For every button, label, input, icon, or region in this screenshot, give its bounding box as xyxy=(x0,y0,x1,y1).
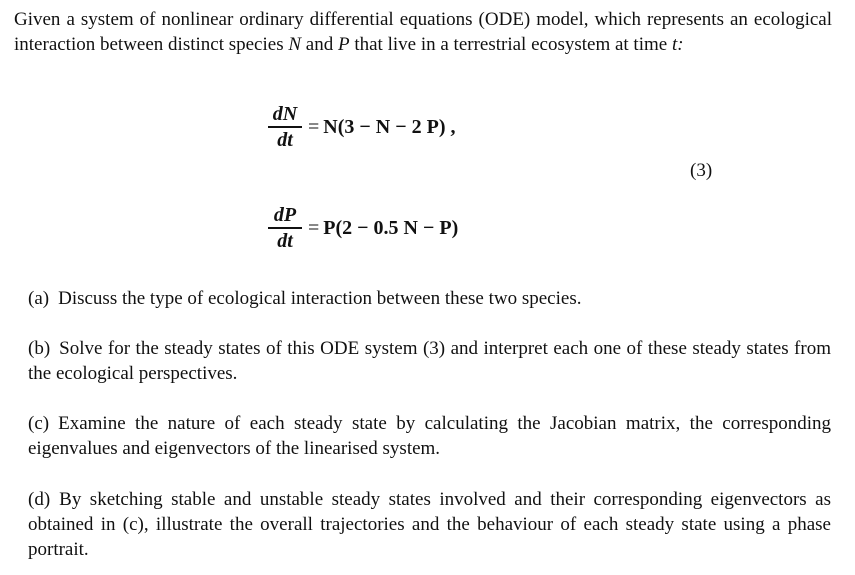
variable-n: N xyxy=(288,34,302,55)
variable-t: t: xyxy=(671,34,684,55)
equation-rhs xyxy=(308,217,458,239)
equation-dp-dt xyxy=(268,204,458,252)
variable-p: P xyxy=(337,34,350,55)
question-label: (d) xyxy=(28,489,51,510)
question-label: (b) xyxy=(28,338,51,359)
fraction-dp-dt xyxy=(268,204,302,252)
question-a xyxy=(28,286,831,311)
question-b xyxy=(28,336,831,386)
fraction-numerator: dP xyxy=(273,204,297,226)
question-text: By sketching stable and unstable steady states involved and their corresponding eigenvectors as obtained in (c), illustrate the overall trajectories and the behaviour of each steady state using a phase portrait. xyxy=(28,489,831,560)
question-text: Examine the nature of each steady state by calculating the Jacobian matrix, the corresponding eigenvalues and eigenvectors of the linearised system. xyxy=(28,413,831,459)
equals-sign: = xyxy=(308,115,320,138)
fraction-denominator: dt xyxy=(277,229,293,252)
rhs-expression: N(3 − N − 2 P) , xyxy=(323,115,456,138)
rhs-expression: P(2 − 0.5 N − P) xyxy=(323,216,459,239)
question-d xyxy=(28,487,831,562)
question-label: (a) xyxy=(28,288,50,309)
equals-sign: = xyxy=(308,216,320,239)
fraction-denominator: dt xyxy=(277,128,293,151)
question-c xyxy=(28,411,831,461)
intro-text-2: that live in a terrestrial ecosystem at time xyxy=(349,34,672,55)
intro-and: and xyxy=(301,34,338,55)
question-label: (c) xyxy=(28,413,50,434)
fraction-dn-dt xyxy=(268,103,302,151)
question-text: Solve for the steady states of this ODE system (3) and interpret each one of these steady states from the ecological perspectives. xyxy=(28,338,831,384)
intro-paragraph xyxy=(14,7,832,57)
intro-text-1: Given a system of nonlinear ordinary differential equations (ODE) model, which represents an ecological interaction between distinct species xyxy=(14,9,832,55)
equation-rhs xyxy=(308,116,456,138)
fraction-numerator: dN xyxy=(272,103,298,125)
equation-dn-dt xyxy=(268,103,456,151)
question-text: Discuss the type of ecological interaction between these two species. xyxy=(58,288,582,309)
equation-number: (3) xyxy=(690,160,713,181)
